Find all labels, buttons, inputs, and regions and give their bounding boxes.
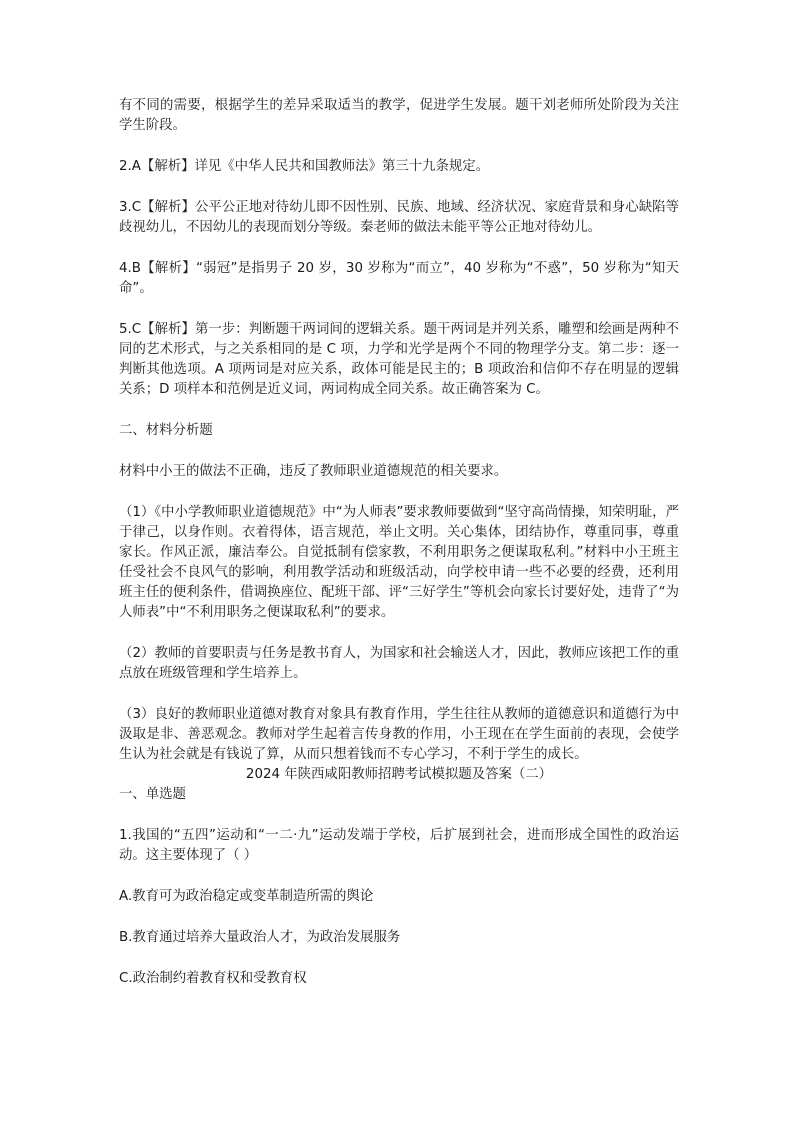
material-intro: 材料中小王的做法不正确，违反了教师职业道德规范的相关要求。: [119, 464, 508, 479]
exam-title: 2024 年陕西咸阳教师招聘考试模拟题及答案（二）: [245, 767, 553, 782]
material-point-2: （2）教师的首要职责与任务是教书育人，为国家和社会输送人才，因此，教师应该把工作的重点放在班级管理和学生培养上。: [119, 646, 679, 681]
intro-paragraph: 有不同的需要，根据学生的差异采取适当的教学，促进学生发展。题干刘老师所处阶段为关注学生阶段。: [119, 98, 679, 133]
answer-3-explanation: 3.C【解析】公平公正地对待幼儿即不因性别、民族、地域、经济状况、家庭背景和身心缺陷等歧视幼儿，不因幼儿的表现而划分等级。秦老师的做法未能平等公正地对待幼儿。: [119, 200, 679, 235]
question-1-option-a: A.教育可为政治稳定或变革制造所需的舆论: [119, 889, 374, 904]
answer-2-explanation: 2.A【解析】详见《中华人民共和国教师法》第三十九条规定。: [119, 159, 490, 174]
question-1: 1.我国的“五四”运动和“一二·九”运动发端于学校，后扩展到社会，进而形成全国性的政治运动。这主要体现了（ ）: [119, 828, 679, 863]
question-1-option-b: B.教育通过培养大量政治人才，为政治发展服务: [119, 930, 401, 945]
answer-5-explanation: 5.C【解析】第一步：判断题干两词间的逻辑关系。题干两词是并列关系，雕塑和绘画是两种不同的艺术形式，与之关系相同的是 C 项，力学和光学是两个不同的物理学分支。第二步：逐一判断其他选项。A 项两词是对应关系，政体可能是民主的；B 项政治和信仰不存在明显的逻辑关系；D 项样本和范例是近义词，两词构成全同关系。故正确答案为 C。: [119, 322, 679, 397]
section-heading-single-choice: 一、单选题: [119, 787, 186, 802]
document-body: [119, 96, 679, 1010]
material-point-3: （3）良好的教师职业道德对教育对象具有教育作用，学生往往从教师的道德意识和道德行为中汲取是非、善恶观念。教师对学生起着言传身教的作用，小王现在在学生面前的表现，会使学生认为社会就是有钱说了算，从而只想着钱而不专心学习，不利于学生的成长。: [119, 707, 679, 762]
material-point-1: （1）《中小学教师职业道德规范》中“为人师表”要求教师要做到“坚守高尚情操，知荣明耻，严于律己，以身作则。衣着得体，语言规范，举止文明。关心集体，团结协作，尊重同事，尊重家长。作风正派，廉洁奉公。自觉抵制有偿家教，不利用职务之便谋取私利。”材料中小王班主任受社会不良风气的影响，利用教学活动和班级活动，向学校申请一些不必要的经费，还利用班主任的便利条件，借调换座位、配班干部、评“三好学生”等机会向家长讨要好处，违背了“为人师表”中“不利用职务之便谋取私利”的要求。: [119, 505, 679, 620]
question-1-option-c: C.政治制约着教育权和受教育权: [119, 971, 307, 986]
section-heading-material-analysis: 二、材料分析题: [119, 423, 213, 438]
answer-4-explanation: 4.B【解析】“弱冠”是指男子 20 岁，30 岁称为“而立”，40 岁称为“不惑”，50 岁称为“知天命”。: [119, 261, 679, 296]
